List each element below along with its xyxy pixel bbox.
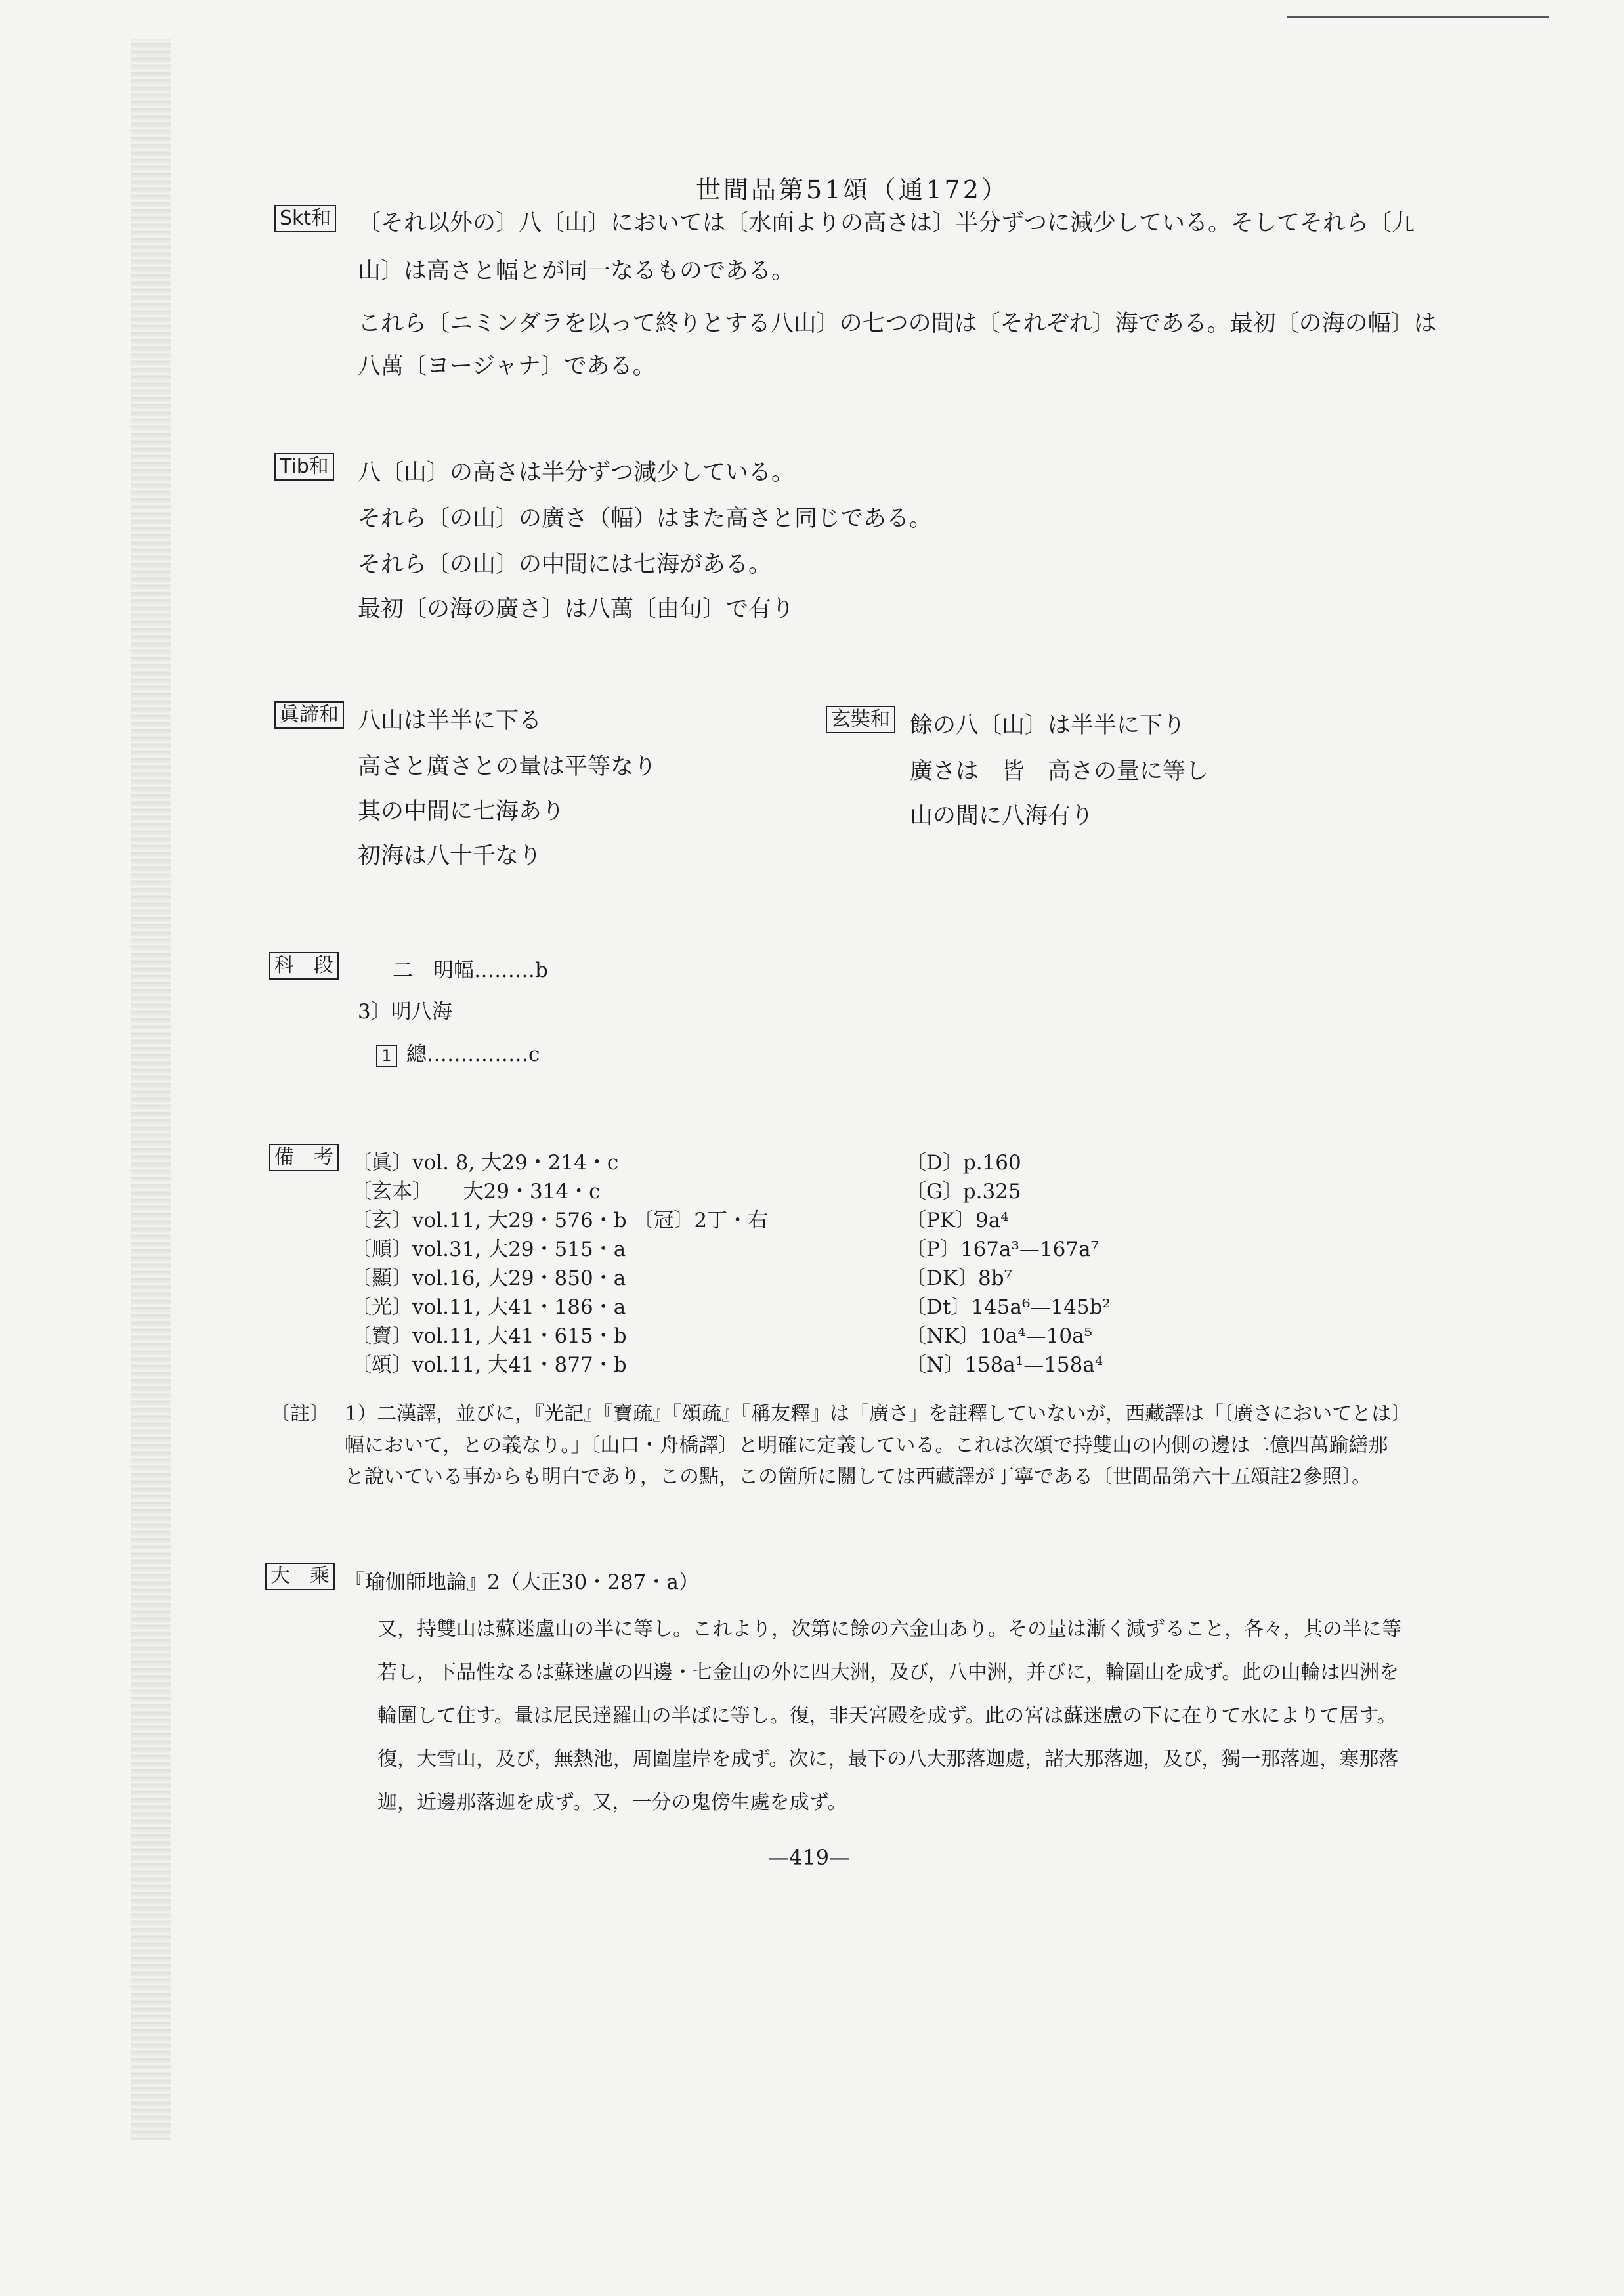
page-number: —419—	[768, 1845, 851, 1870]
zhen-line-2: 高さと廣さとの量は平等なり	[358, 754, 657, 780]
chu-line-3: と說いている事からも明白であり，この點，この箇所に關しては西藏譯が丁寧である〔世間品第六十五頌註2參照〕。	[345, 1465, 1372, 1488]
daijo-line-2: 若し，下品性なるは蘇迷盧の四邊・七金山の外に四大洲，及び，八中洲，并びに，輪圍山を成ず。此の山輪は四洲を	[377, 1661, 1400, 1684]
bikou-left-3: 〔玄〕vol.11, 大29・576・b 〔冠〕2丁・右	[351, 1209, 769, 1232]
skt-line-4: 八萬〔ヨージャナ〕である。	[358, 353, 656, 379]
bikou-left-5: 〔顯〕vol.16, 大29・850・a	[351, 1267, 626, 1290]
scan-edge-artifact	[131, 39, 171, 2140]
bikou-right-5: 〔DK〕8b⁷	[906, 1267, 1013, 1290]
bikou-left-7: 〔寶〕vol.11, 大41・615・b	[351, 1324, 627, 1348]
bikou-right-3: 〔PK〕9a⁴	[906, 1209, 1009, 1232]
bikou-left-2: 〔玄本〕 大29・314・c	[351, 1180, 601, 1203]
daijo-line-1: 又，持雙山は蘇迷盧山の半に等し。これより，次第に餘の六金山あり。その量は漸く減ずること，各々，其の半に等	[377, 1618, 1401, 1641]
daijo-line-3: 輪圍して住す。量は尼民達羅山の半ばに等し。復，非天宮殿を成ず。此の宮は蘇迷盧の下に在りて水によりて居す。	[377, 1704, 1397, 1727]
tib-line-4: 最初〔の海の廣さ〕は八萬〔由旬〕で有り	[358, 596, 795, 622]
bikou-left-8: 〔頌〕vol.11, 大41・877・b	[351, 1353, 627, 1377]
zhen-tag: 眞諦和	[274, 701, 344, 729]
daijo-tag: 大 乘	[265, 1563, 335, 1590]
page-title: 世間品第51頌（通172）	[696, 175, 1009, 204]
bikou-left-1: 〔眞〕vol. 8, 大29・214・c	[351, 1151, 619, 1175]
kedan-line-3	[376, 1037, 540, 1067]
bikou-left-6: 〔光〕vol.11, 大41・186・a	[351, 1295, 626, 1319]
xuan-line-3: 山の間に八海有り	[910, 803, 1094, 829]
bikou-right-7: 〔NK〕10a⁴—10a⁵	[906, 1324, 1092, 1348]
bikou-right-8: 〔N〕158a¹—158a⁴	[906, 1353, 1103, 1377]
tib-line-2: それら〔の山〕の廣さ（幅）はまた高さと同じである。	[358, 506, 933, 532]
tib-line-3: それら〔の山〕の中間には七海がある。	[358, 552, 772, 578]
zhen-line-3: 其の中間に七海あり	[358, 798, 565, 825]
bikou-tag: 備 考	[269, 1144, 339, 1171]
chu-tag: 〔註〕	[270, 1402, 330, 1425]
chu-line-2: 幅において，との義なり。」〔山口・舟橋譯〕と明確に定義している。これは次頌で持雙山の内側の邊は二億四萬踰繕那	[345, 1434, 1388, 1457]
chu-line-1: 1）二漢譯，並びに，『光記』『寶疏』『頌疏』『稱友釋』は「廣さ」を註釋していないが，西藏譯は「〔廣さにおいてとは〕	[345, 1402, 1411, 1425]
kedan-number-box: 1	[376, 1045, 397, 1067]
tib-tag: Tib和	[274, 453, 334, 481]
kedan-tag: 科 段	[269, 952, 339, 980]
skt-tag: Skt和	[274, 205, 336, 232]
top-rule	[1287, 16, 1549, 18]
daijo-line-4: 復，大雪山，及び，無熱池，周圍崖岸を成ず。次に，最下の八大那落迦處，諸大那落迦，及び，獨一那落迦，寒那落	[377, 1748, 1399, 1771]
bikou-right-1: 〔D〕p.160	[906, 1151, 1021, 1175]
kedan-line-2: 3〕明八海	[358, 1000, 452, 1024]
skt-line-3: これら〔ニミンダラを以って終りとする八山〕の七つの間は〔それぞれ〕海である。最初〔の海の幅〕は	[358, 311, 1437, 337]
daijo-source: 『瑜伽師地論』2（大正30・287・a）	[345, 1570, 699, 1594]
zhen-line-4: 初海は八十千なり	[358, 843, 542, 869]
skt-line-1: 〔それ以外の〕八〔山〕においては〔水面よりの高さは〕半分ずつに減少している。そしてそれら〔九	[358, 210, 1415, 236]
kedan-line-1: 二 明幅………b	[393, 959, 548, 982]
skt-line-2: 山〕は高さと幅とが同一なるものである。	[358, 258, 795, 284]
bikou-left-4: 〔順〕vol.31, 大29・515・a	[351, 1238, 626, 1261]
bikou-right-4: 〔P〕167a³—167a⁷	[906, 1238, 1100, 1261]
xuan-tag: 玄奘和	[826, 706, 895, 733]
bikou-right-2: 〔G〕p.325	[906, 1180, 1021, 1203]
tib-line-1: 八〔山〕の高さは半分ずつ減少している。	[358, 460, 795, 486]
zhen-line-1: 八山は半半に下る	[358, 708, 542, 734]
daijo-line-5: 迦，近邊那落迦を成ず。又，一分の鬼傍生處を成ず。	[377, 1791, 847, 1814]
bikou-right-6: 〔Dt〕145a⁶—145b²	[906, 1295, 1111, 1319]
xuan-line-2: 廣さは 皆 高さの量に等し	[910, 758, 1209, 785]
xuan-line-1: 餘の八〔山〕は半半に下り	[910, 712, 1186, 739]
kedan-line-3-text: 總……………c	[406, 1043, 540, 1066]
